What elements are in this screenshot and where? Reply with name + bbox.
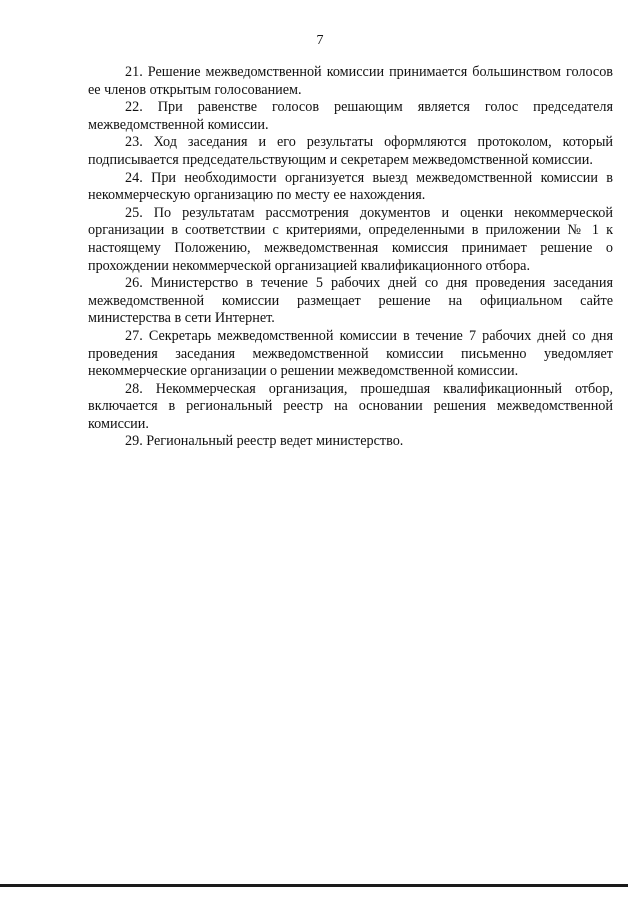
- document-body: [88, 64, 613, 451]
- paragraph-27: 27. Секретарь межведомственной комиссии в течение 7 рабочих дней со дня проведения заседания межведомственной комиссии письменно уведомляет некоммерческие организации о решении межведомственной комиссии.: [88, 327, 613, 380]
- paragraph-29: 29. Региональный реестр ведет министерство.: [125, 433, 404, 450]
- paragraph-28: 28. Некоммерческая организация, прошедшая квалификационный отбор, включается в региональный реестр на основании решения межведомственной комиссии.: [88, 380, 613, 432]
- paragraph-25: 25. По результатам рассмотрения документов и оценки некоммерческой организации в соответствии с критериями, определенными в приложении № 1 к настоящему Положению, межведомственная комиссия принимает решение о прохождении некоммерческой организацией квалификационного отбора.: [88, 204, 613, 274]
- bottom-divider: [0, 884, 628, 887]
- paragraph-22: 22. При равенстве голосов решающим является голос председателя межведомственной комиссии.: [88, 99, 613, 133]
- page-number: 7: [316, 33, 324, 48]
- paragraph-26: 26. Министерство в течение 5 рабочих дней со дня проведения заседания межведомственной комиссии размещает решение на официальном сайте министерства в сети Интернет.: [88, 275, 613, 327]
- paragraph-21: 21. Решение межведомственной комиссии принимается большинством голосов ее членов открытым голосованием.: [88, 64, 613, 98]
- paragraph-24: 24. При необходимости организуется выезд межведомственной комиссии в некоммерческую организацию по месту ее нахождения.: [88, 169, 613, 204]
- paragraph-23: 23. Ход заседания и его результаты оформляются протоколом, который подписывается председательствующим и секретарем межведомственной комиссии.: [88, 134, 613, 168]
